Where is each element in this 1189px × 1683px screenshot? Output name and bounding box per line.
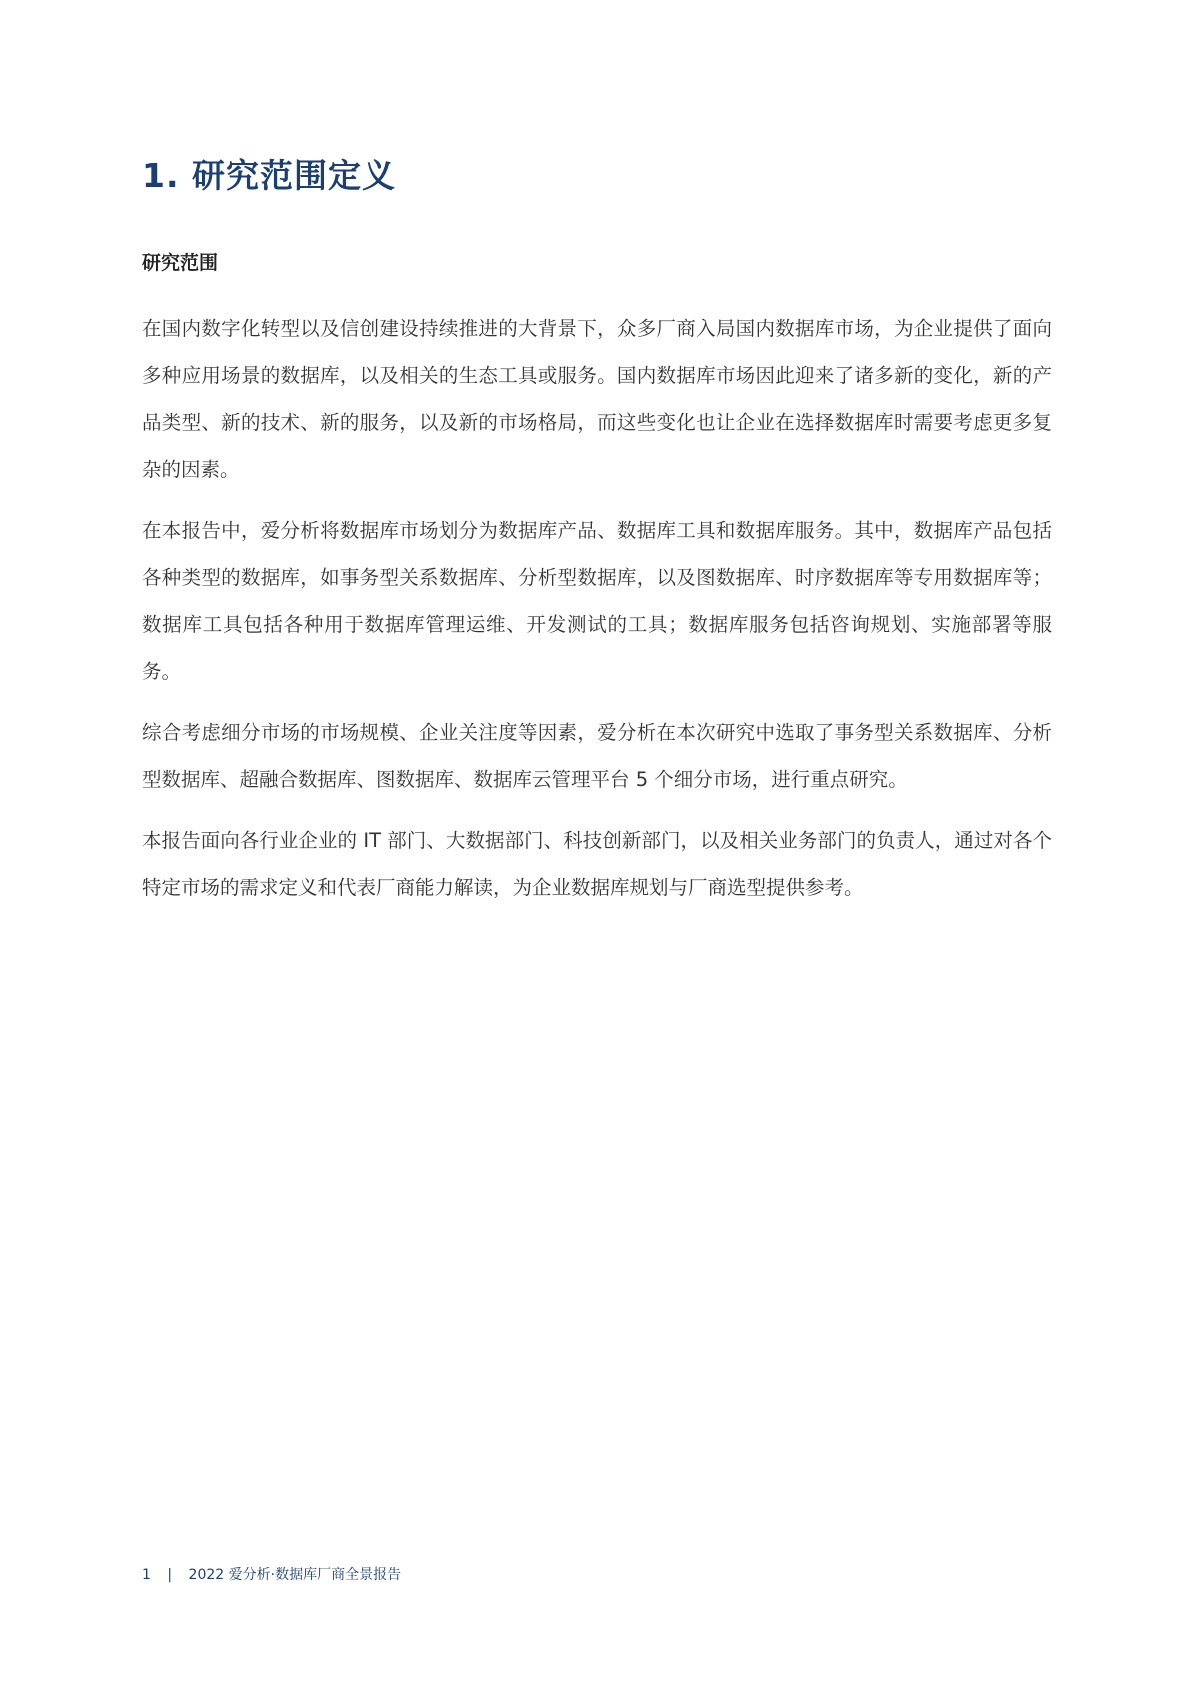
body-text (142, 305, 1052, 925)
page-number: 1 (142, 1567, 151, 1583)
footer-separator: | (167, 1567, 173, 1583)
subsection-title: 研究范围 (142, 252, 219, 274)
section-title: 1. 研究范围定义 (142, 156, 396, 195)
paragraph: 在国内数字化转型以及信创建设持续推进的大背景下，众多厂商入局国内数据库市场，为企业提供了面向多种应用场景的数据库，以及相关的生态工具或服务。国内数据库市场因此迎来了诸多新的变化，新的产品类型、新的技术、新的服务，以及新的市场格局，而这些变化也让企业在选择数据库时需要考虑更多复杂的因素。 (142, 317, 1052, 481)
paragraph: 综合考虑细分市场的市场规模、企业关注度等因素，爱分析在本次研究中选取了事务型关系数据库、分析型数据库、超融合数据库、图数据库、数据库云管理平台 5 个细分市场，进行重点研究。 (142, 721, 1052, 791)
report-title: 2022 爱分析·数据库厂商全景报告 (188, 1567, 402, 1583)
paragraph: 在本报告中，爱分析将数据库市场划分为数据库产品、数据库工具和数据库服务。其中，数据库产品包括各种类型的数据库，如事务型关系数据库、分析型数据库，以及图数据库、时序数据库等专用数据库等；数据库工具包括各种用于数据库管理运维、开发测试的工具；数据库服务包括咨询规划、实施部署等服务。 (142, 519, 1052, 683)
paragraph: 本报告面向各行业企业的 IT 部门、大数据部门、科技创新部门，以及相关业务部门的负责人，通过对各个特定市场的需求定义和代表厂商能力解读，为企业数据库规划与厂商选型提供参考。 (142, 829, 1052, 899)
page-footer (142, 1564, 401, 1584)
